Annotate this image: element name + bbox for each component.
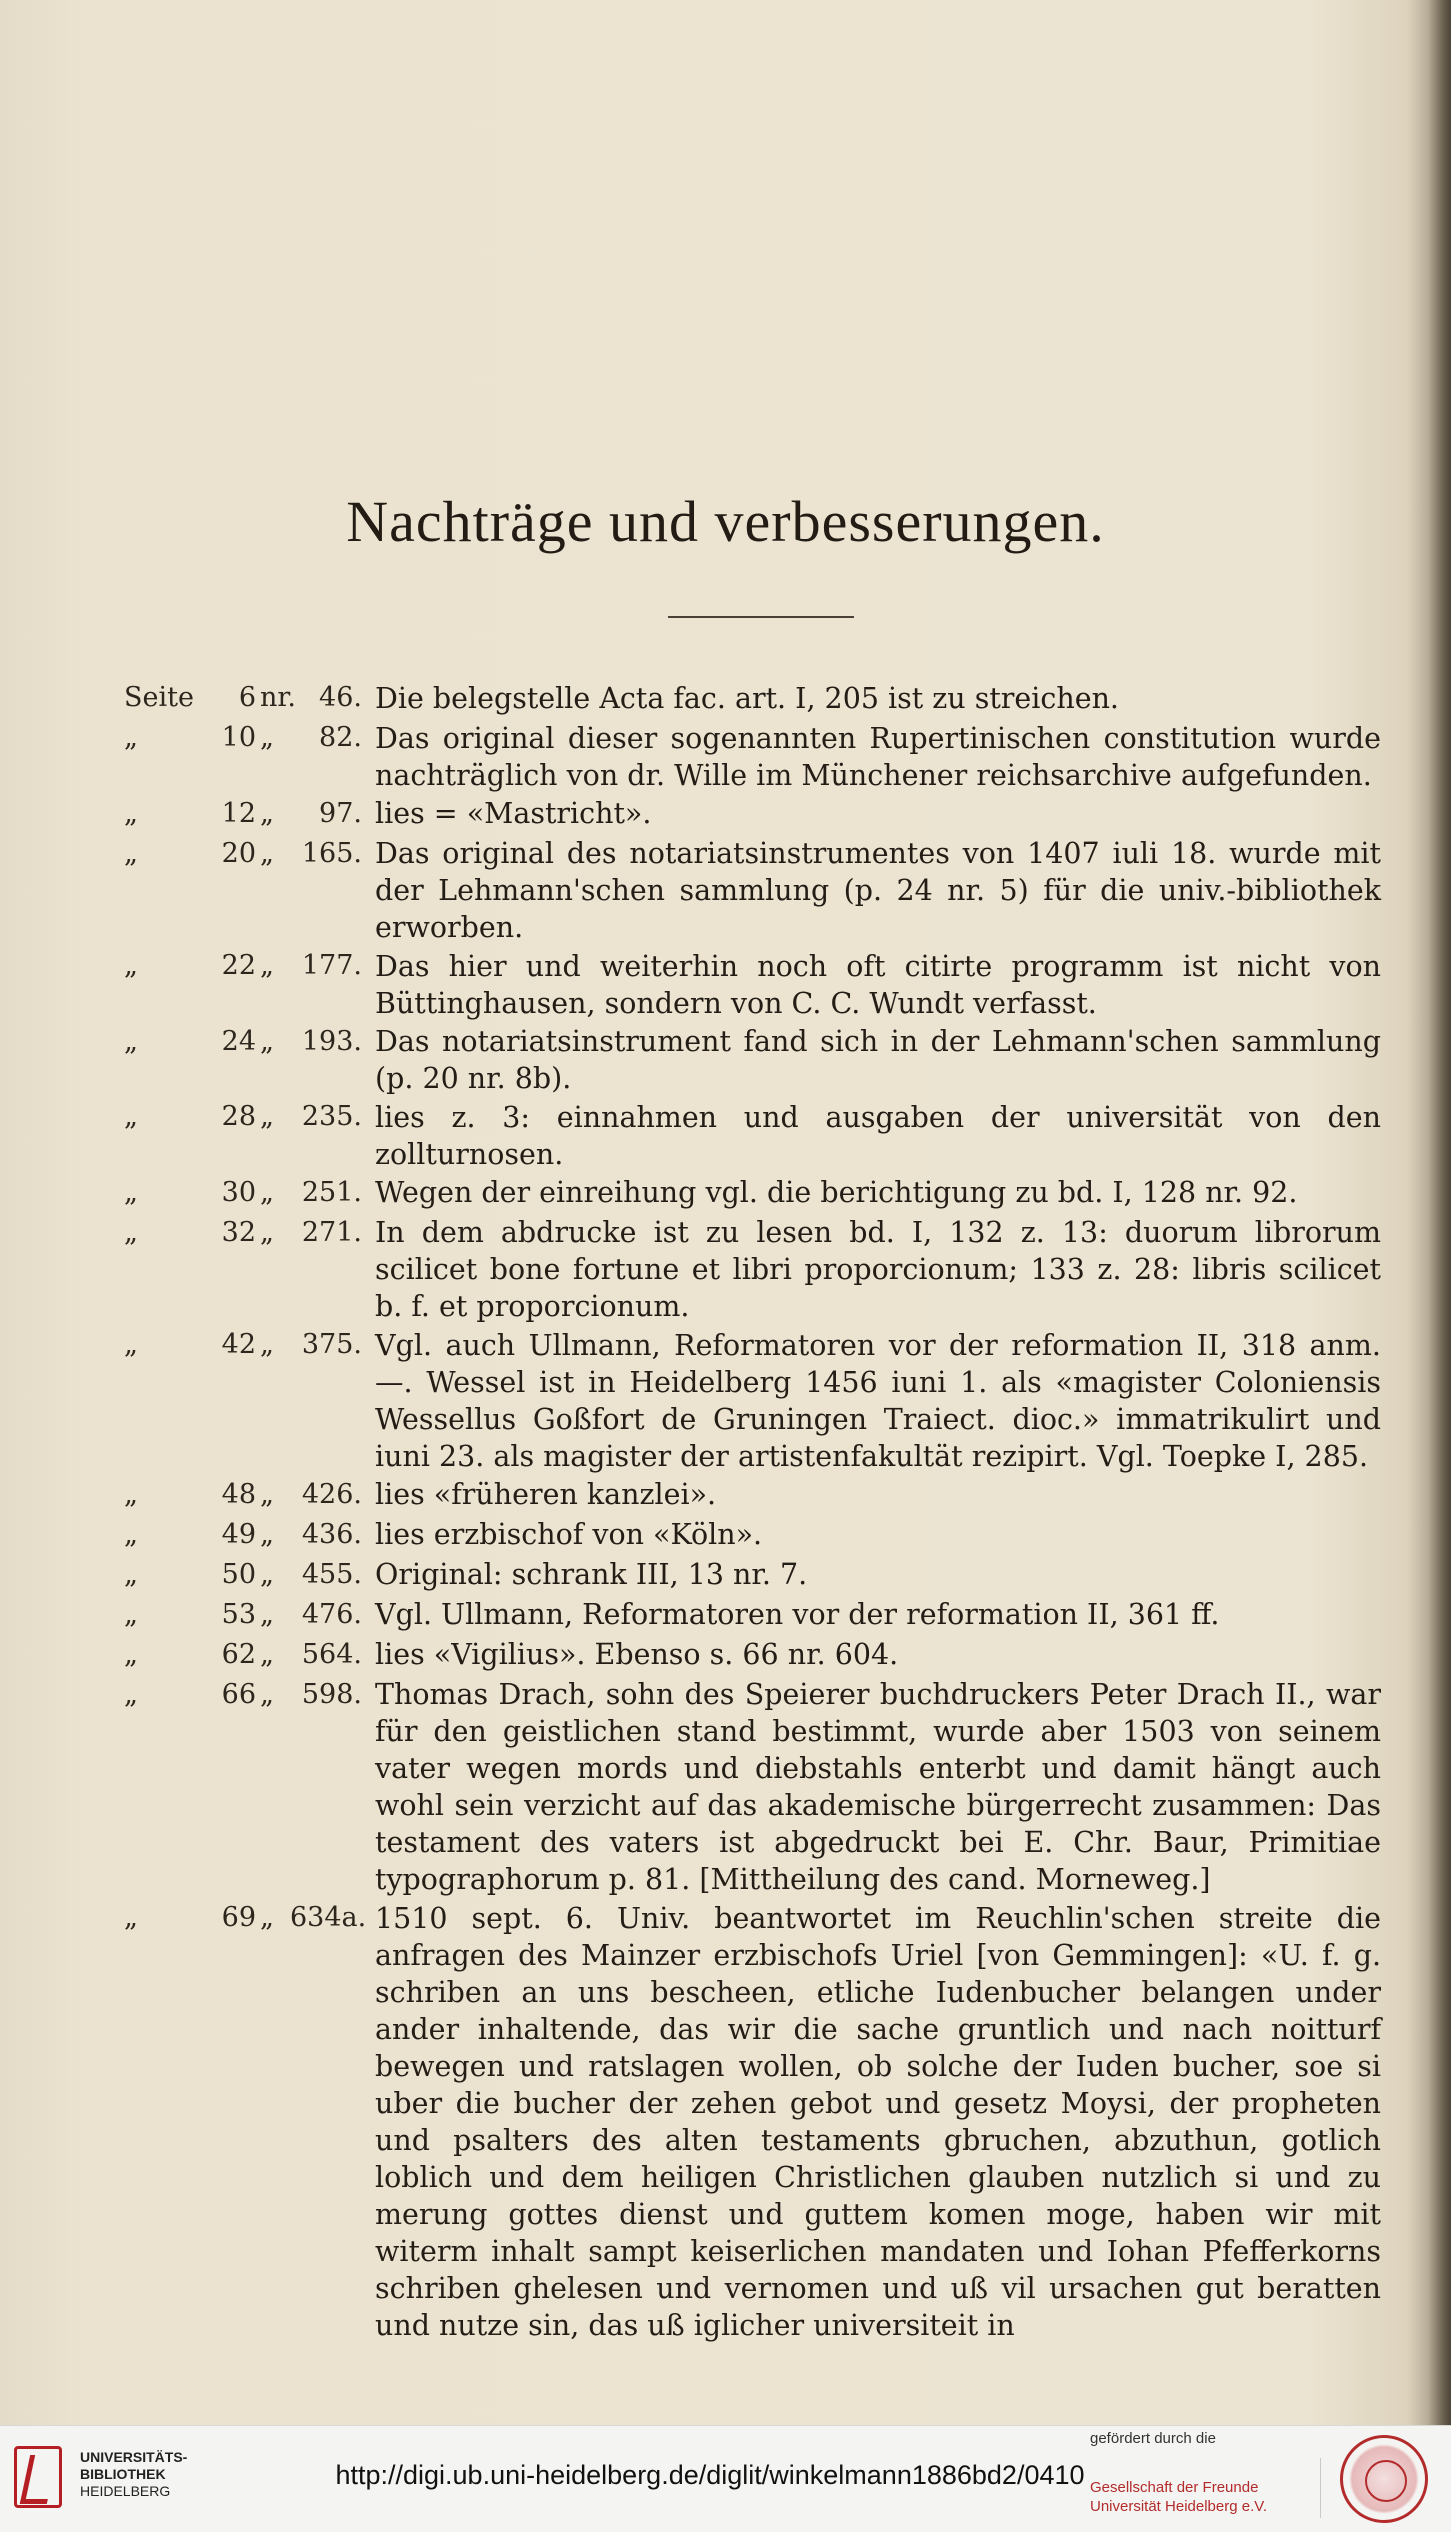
entry-document-number: 251. bbox=[301, 1176, 362, 1208]
entry-document-number: 235. bbox=[301, 1101, 362, 1132]
entry-document-number: 436. bbox=[301, 1518, 362, 1550]
university-seal-icon bbox=[1340, 2435, 1428, 2523]
correction-entry bbox=[0, 834, 1451, 947]
entry-nr-label: „ bbox=[260, 722, 274, 753]
entry-nr-label: „ bbox=[260, 1518, 274, 1550]
entry-document-number: 564. bbox=[301, 1638, 362, 1670]
entry-text-body: Die belegstelle Acta fac. art. I, 205 ist zu streichen. bbox=[375, 681, 1119, 715]
entry-text bbox=[375, 1097, 1381, 1173]
entry-seite-label: „ bbox=[124, 1518, 138, 1550]
entry-text bbox=[375, 1635, 1381, 1674]
entry-nr-label: „ bbox=[260, 1025, 274, 1057]
entry-page-number: 30 bbox=[221, 1176, 256, 1208]
entry-seite-label: „ bbox=[124, 1478, 138, 1510]
entry-nr-label: „ bbox=[260, 1638, 274, 1670]
entry-reference bbox=[110, 1475, 360, 1515]
entry-page-number: 50 bbox=[221, 1558, 256, 1590]
entry-seite-label: „ bbox=[124, 837, 138, 869]
entry-document-number: 634a. bbox=[290, 1902, 367, 1933]
entry-nr-label: „ bbox=[260, 1558, 274, 1590]
title-rule bbox=[668, 616, 854, 618]
entry-page-number: 66 bbox=[221, 1678, 256, 1710]
entry-text-body: lies «Vigilius». Ebenso s. 66 nr. 604. bbox=[375, 1638, 899, 1671]
entry-text bbox=[375, 1515, 1381, 1554]
entry-document-number: 476. bbox=[301, 1598, 362, 1630]
correction-entry bbox=[0, 1515, 1451, 1555]
entry-nr-label: „ bbox=[260, 1902, 274, 1933]
entry-reference bbox=[110, 1898, 367, 1938]
entry-text-body: Das hier und weiterhin noch oft citirte programm ist nicht von Büttinghausen, sondern von C. C. Wundt verfasst. bbox=[375, 949, 1381, 1020]
entry-nr-label: „ bbox=[260, 1478, 274, 1510]
entry-seite-label: „ bbox=[124, 1329, 138, 1360]
correction-entry bbox=[0, 718, 1451, 794]
correction-entry bbox=[0, 1173, 1451, 1213]
entry-text-body: Wegen der einreihung vgl. die berichtigung zu bd. I, 128 nr. 92. bbox=[375, 1176, 1298, 1209]
entry-nr-label: „ bbox=[260, 950, 274, 981]
entry-seite-label: „ bbox=[124, 1025, 138, 1057]
entry-nr-label: „ bbox=[260, 1678, 274, 1710]
correction-entry bbox=[0, 1097, 1451, 1173]
correction-entry bbox=[0, 1213, 1451, 1326]
entry-text-body: Thomas Drach, sohn des Speierer buchdruckers Peter Drach II., war für den geistlichen stand bestimmt, wurde aber 1503 von seinem vater wegen mords und diebstahls enterbt und damit hängt auch wohl sein verzicht auf das akademische bürgerrecht zusammen: Das testament des vaters ist abgedruckt bei E. Chr. Baur, Primitiae typographorum p. 81. [Mittheilung des cand. Morneweg.] bbox=[375, 1678, 1381, 1896]
entry-document-number: 165. bbox=[301, 837, 362, 869]
permalink-url[interactable]: http://digi.ub.uni-heidelberg.de/diglit/winkelmann1886bd2/0410 bbox=[335, 2460, 1085, 2490]
entry-document-number: 177. bbox=[301, 950, 362, 981]
entry-page-number: 32 bbox=[221, 1216, 256, 1248]
entry-text-body: Original: schrank III, 13 nr. 7. bbox=[375, 1558, 808, 1591]
entry-reference bbox=[110, 1097, 360, 1137]
entry-reference bbox=[110, 1022, 360, 1062]
entry-nr-label: „ bbox=[260, 1598, 274, 1630]
library-name bbox=[80, 2449, 230, 2500]
entry-reference bbox=[110, 1635, 360, 1675]
correction-entry bbox=[0, 794, 1451, 834]
entry-nr-label: „ bbox=[260, 837, 274, 869]
ub-logo-icon bbox=[14, 2446, 62, 2508]
entry-page-number: 22 bbox=[221, 950, 256, 981]
correction-entry bbox=[0, 1898, 1451, 2344]
correction-entry bbox=[0, 946, 1451, 1022]
correction-entry bbox=[0, 1475, 1451, 1515]
entry-text bbox=[375, 1898, 1381, 2344]
entry-text bbox=[375, 1022, 1381, 1098]
entry-page-number: 49 bbox=[221, 1518, 256, 1550]
entry-text bbox=[375, 1675, 1381, 1899]
entry-text bbox=[375, 718, 1381, 794]
entry-page-number: 28 bbox=[221, 1101, 256, 1132]
society-name-line1: Gesellschaft der Freunde bbox=[1090, 2479, 1259, 2496]
entry-text bbox=[375, 1173, 1381, 1212]
entry-text-body: 1510 sept. 6. Univ. beantwortet im Reuchlin'schen streite die anfragen des Mainzer erzbischofs Uriel [von Gemmingen]: «U. f. g. schriben an uns bescheen, etliche Iudenbucher belangen under ander inhaltende, das wir die sache gruntlich und nach noitturf bewegen und ratslagen wollen, ob solche der Iuden bucher, soe si uber die bucher der zehen gebot und gesetz Moysi, der propheten und psalters des alten testaments gbruchen, abzuthun, gotlich loblich und dem heiligen Christlichen glauben nutzlich si und zu merung gottes dienst und guttem komen moge, haben wir mit witerm inhalt sampt keiserlichen mandaten und Iohan Pfefferkorns schriben ghelesen und vernomen und uß vil ursachen gut beratten und nutze sin, das uß iglicher universiteit in bbox=[375, 1901, 1381, 2342]
entry-document-number: 46. bbox=[319, 682, 362, 713]
entry-text-body: lies = «Mastricht». bbox=[375, 797, 652, 830]
entry-nr-label: „ bbox=[260, 1101, 274, 1132]
library-name-line2: BIBLIOTHEK bbox=[80, 2466, 166, 2482]
entry-text-body: Das original des notariatsinstrumentes von 1407 iuli 18. wurde mit der Lehmann'schen sammlung (p. 24 nr. 5) für die univ.-bibliothek erworben. bbox=[375, 837, 1381, 944]
entry-nr-label: „ bbox=[260, 1216, 274, 1248]
entry-document-number: 375. bbox=[301, 1329, 362, 1360]
entry-seite-label: „ bbox=[124, 1678, 138, 1710]
entry-text bbox=[375, 1595, 1381, 1634]
entry-seite-label: „ bbox=[124, 1176, 138, 1208]
entry-text bbox=[375, 834, 1381, 947]
correction-entry bbox=[0, 1325, 1451, 1475]
entry-document-number: 193. bbox=[301, 1025, 362, 1057]
correction-entry bbox=[0, 1675, 1451, 1899]
entry-text bbox=[375, 1555, 1381, 1594]
entry-reference bbox=[110, 1213, 360, 1253]
entry-text bbox=[375, 1475, 1381, 1514]
correction-entry bbox=[0, 1635, 1451, 1675]
entry-reference bbox=[110, 1675, 360, 1715]
entry-nr-label: „ bbox=[260, 1329, 274, 1360]
page-title: Nachträge und verbesserungen. bbox=[346, 489, 1105, 554]
entry-text bbox=[375, 794, 1381, 833]
correction-entry bbox=[0, 1595, 1451, 1635]
entry-seite-label: „ bbox=[124, 797, 138, 829]
entry-reference bbox=[110, 946, 360, 986]
entry-text bbox=[375, 1213, 1381, 1326]
entry-reference bbox=[110, 834, 360, 874]
library-name-line3: HEIDELBERG bbox=[80, 2483, 171, 2499]
entry-page-number: 12 bbox=[221, 797, 256, 829]
entry-document-number: 82. bbox=[319, 722, 362, 753]
library-name-line1: UNIVERSITÄTS- bbox=[80, 2449, 188, 2465]
entry-document-number: 97. bbox=[319, 797, 362, 829]
entry-page-number: 24 bbox=[221, 1025, 256, 1057]
entry-nr-label: nr. bbox=[260, 682, 296, 713]
correction-entry bbox=[0, 678, 1451, 718]
funded-by-label: gefördert durch die bbox=[1090, 2430, 1216, 2447]
entry-page-number: 48 bbox=[221, 1478, 256, 1510]
entry-reference bbox=[110, 1555, 360, 1595]
correction-entry bbox=[0, 1555, 1451, 1595]
entry-text-body: In dem abdrucke ist zu lesen bd. I, 132 z. 13: duorum librorum scilicet bone fortune et libri proporcionum; 133 z. 28: libris scilicet b. f. et proporcionum. bbox=[375, 1216, 1381, 1323]
entry-page-number: 69 bbox=[221, 1902, 256, 1933]
entry-text bbox=[375, 946, 1381, 1022]
entry-document-number: 426. bbox=[301, 1478, 362, 1510]
entry-reference bbox=[110, 1515, 360, 1555]
entry-reference bbox=[110, 1173, 360, 1213]
entry-seite-label: „ bbox=[124, 1598, 138, 1630]
entry-text-body: lies «früheren kanzlei». bbox=[375, 1478, 717, 1511]
entry-text-body: Vgl. Ullmann, Reformatoren vor der reformation II, 361 ff. bbox=[375, 1598, 1220, 1631]
entry-document-number: 271. bbox=[301, 1216, 362, 1248]
entry-text-body: lies erzbischof von «Köln». bbox=[375, 1518, 763, 1551]
entry-seite-label: „ bbox=[124, 722, 138, 753]
society-name-line2: Universität Heidelberg e.V. bbox=[1090, 2498, 1268, 2515]
entry-text-body: Das original dieser sogenannten Rupertinischen constitution wurde nachträglich von dr. Wille im Münchener reichsarchive aufgefunden. bbox=[375, 721, 1381, 792]
entry-page-number: 42 bbox=[221, 1329, 256, 1360]
entry-text-body: Vgl. auch Ullmann, Reformatoren vor der reformation II, 318 anm. —. Wessel ist in Heidelberg 1456 iuni 1. als «magister Coloniensis Wessellus Goßfort de Gruningen Traiect. dioc.» immatrikulirt und iuni 23. als magister der artistenfakultät rezipirt. Vgl. Toepke I, 285. bbox=[375, 1328, 1381, 1473]
entry-seite-label: „ bbox=[124, 1101, 138, 1132]
correction-entry bbox=[0, 1022, 1451, 1098]
entry-reference bbox=[110, 718, 360, 758]
entry-page-number: 62 bbox=[221, 1638, 256, 1670]
entry-reference bbox=[110, 794, 360, 834]
entry-reference bbox=[110, 1325, 360, 1365]
entry-reference bbox=[110, 678, 360, 718]
corrections-list bbox=[0, 678, 1451, 2344]
entry-document-number: 455. bbox=[301, 1558, 362, 1590]
entry-text bbox=[375, 1325, 1381, 1475]
entry-nr-label: „ bbox=[260, 797, 274, 829]
society-name bbox=[1090, 2478, 1330, 2516]
entry-nr-label: „ bbox=[260, 1176, 274, 1208]
entry-seite-label: Seite bbox=[124, 682, 194, 713]
entry-seite-label: „ bbox=[124, 1216, 138, 1248]
entry-page-number: 53 bbox=[221, 1598, 256, 1630]
entry-document-number: 598. bbox=[301, 1678, 362, 1710]
entry-page-number: 6 bbox=[238, 682, 256, 713]
entry-seite-label: „ bbox=[124, 1638, 138, 1670]
entry-seite-label: „ bbox=[124, 1558, 138, 1590]
entry-seite-label: „ bbox=[124, 950, 138, 981]
entry-text bbox=[375, 678, 1381, 717]
entry-text-body: lies z. 3: einnahmen und ausgaben der universität von den zollturnosen. bbox=[375, 1100, 1381, 1171]
entry-page-number: 10 bbox=[221, 722, 256, 753]
entry-page-number: 20 bbox=[221, 837, 256, 869]
entry-reference bbox=[110, 1595, 360, 1635]
entry-seite-label: „ bbox=[124, 1902, 138, 1933]
entry-text-body: Das notariatsinstrument fand sich in der Lehmann'schen sammlung (p. 20 nr. 8b). bbox=[375, 1025, 1381, 1095]
